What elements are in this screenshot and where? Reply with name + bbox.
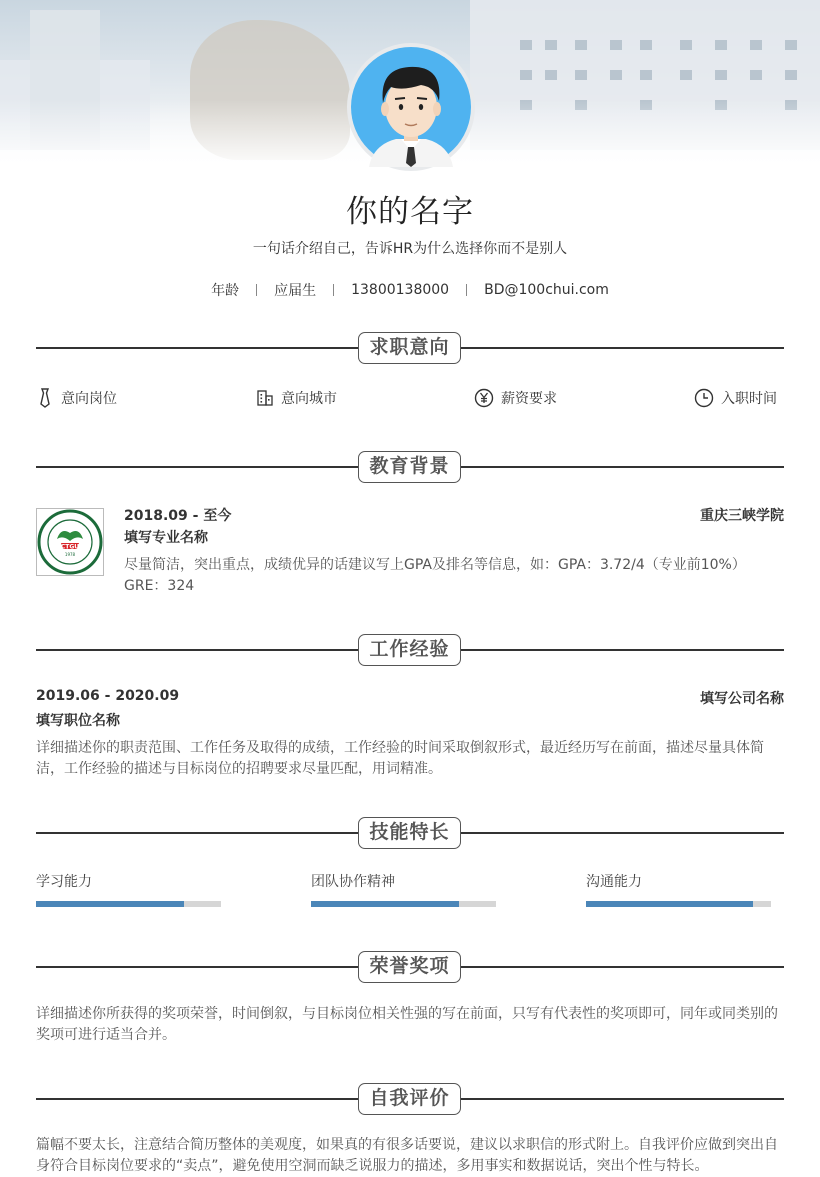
honors-description: 详细描述你所获得的奖项荣誉，时间倒叙，与目标岗位相关性强的写在前面，只写有代表性的奖项即可，同年或同类别的奖项可进行适当合并。 [36,1006,778,1043]
skill-bar-track [586,901,771,907]
section-title: 技能特长 [358,817,461,849]
skill-label: 学习能力 [36,874,92,890]
work-position: 填写职位名称 [36,713,120,729]
logo-text: CTGU [60,543,80,551]
section-intent [36,332,784,364]
intent-label: 意向城市 [281,391,337,407]
contact-status: 应届生 [274,283,317,299]
edu-description: 尽量简洁，突出重点，成绩优异的话建议写上GPA及排名等信息，如：GPA：3.72/4（专业前10%） GRE：324 [124,557,746,594]
clock-icon [694,388,714,408]
skill-bar-fill [311,901,459,907]
work-description: 详细描述你的职责范围、工作任务及取得的成绩，工作经验的时间采取倒叙形式，最近经历写在前面，描述尽量具体简洁，工作经验的描述与目标岗位的招聘要求尽量匹配，用词精准。 [36,740,764,777]
skill-bar-track [36,901,221,907]
section-education [36,451,784,483]
contact-phone[interactable]: 13800138000 [351,282,450,298]
section-skills [36,817,784,849]
work-period: 2019.06 - 2020.09 [36,688,180,704]
work-company: 填写公司名称 [700,691,784,707]
skill-bar-track [311,901,496,907]
skill-bar-fill [36,901,184,907]
section-work [36,634,784,666]
building-icon [256,389,274,407]
section-title: 工作经验 [358,634,461,666]
divider [333,284,334,296]
school-logo [36,508,104,576]
skill-label: 团队协作精神 [311,874,395,890]
intent-label: 意向岗位 [61,391,117,407]
contact-age: 年龄 [211,283,240,299]
edu-major: 填写专业名称 [124,530,208,546]
intent-label: 入职时间 [721,391,777,407]
intent-city [256,388,337,408]
contact-email[interactable]: BD@100chui.com [484,282,609,298]
section-title: 求职意向 [358,332,461,364]
self-description: 篇幅不要太长，注意结合简历整体的美观度，如果真的有很多话要说，建议以求职信的形式附上。自我评价应做到突出自身符合目标岗位要求的“卖点”，避免使用空洞而缺乏说服力的描述，多用事实和数据说话，突出个性与特长。 [36,1137,778,1174]
section-title: 荣誉奖项 [358,951,461,983]
yen-icon [474,388,494,408]
logo-year: 1978 [64,552,76,557]
divider [466,284,467,296]
intent-start-date [694,388,777,408]
intent-row [36,388,784,410]
divider [256,284,257,296]
section-self [36,1083,784,1115]
intent-salary [474,388,557,408]
section-honors [36,951,784,983]
edu-school: 重庆三峡学院 [700,508,784,524]
avatar [347,43,475,171]
skill-label: 沟通能力 [586,874,642,890]
candidate-name: 你的名字 [346,194,474,230]
intent-position [36,388,117,408]
contact-row [0,280,820,300]
edu-period: 2018.09 - 至今 [124,508,232,524]
section-title: 自我评价 [358,1083,461,1115]
tagline: 一句话介绍自己，告诉HR为什么选择你而不是别人 [252,241,568,257]
skill-bar-fill [586,901,753,907]
tie-icon [36,388,54,408]
intent-label: 薪资要求 [501,391,557,407]
section-title: 教育背景 [358,451,461,483]
